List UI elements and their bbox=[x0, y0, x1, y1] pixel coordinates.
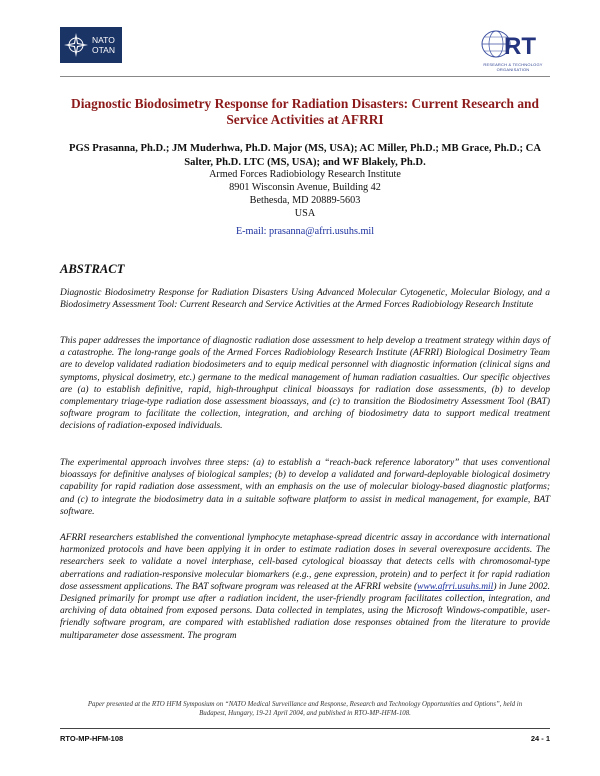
rto-caption: RESEARCH & TECHNOLOGY ORGANISATION bbox=[483, 62, 543, 72]
afrri-website-link[interactable]: www.afrri.usuhs.mil bbox=[417, 581, 494, 592]
abstract-paragraph-3: The experimental approach involves three steps: (a) to establish a “reach-back reference laboratory” that uses conventional bioassays for definitive analyses of biological samples; (b) to develop a validated and forward-deployable biological dosimetry capability for rapid radiation dose assessment, with an emphasis on the use of molecular biology-based diagnostic platforms; and (c) to integrate the biodosimetry data in a suitable software platform to assist in medical management, for example, BAT software. bbox=[60, 458, 550, 517]
nato-logo-text bbox=[92, 35, 115, 55]
rto-globe-icon bbox=[478, 27, 548, 61]
nato-logo bbox=[60, 27, 122, 63]
rto-logo-letters: RT bbox=[504, 33, 536, 60]
email-line bbox=[60, 226, 550, 237]
email-label: E-mail: bbox=[235, 226, 270, 237]
page-number: 24 - 1 bbox=[530, 734, 550, 743]
header-divider bbox=[60, 76, 550, 77]
country: USA bbox=[294, 208, 316, 219]
abstract-paragraph-2: This paper addresses the importance of diagnostic radiation dose assessment to help develop a treatment strategy within days of a catastrophe. The long-range goals of the Armed Forces Radiobiology Research Institute (AFRRI) Biological Dosimetry Team are to develop validated radiation biodosimeters and to equip medical personnel with diagnostic information (clinical signs and symptoms, physical dosimetry, etc.) germane to the medical management of human radiation casualties. Our specific objectives are (a) to establish definitive, rapid, high-throughput clinical bioassays for radiation dose assessments, (b) to develop complementary triage-type radiation dose assessment bioassays, and (c) to transition the Biodosimetry Assessment Tool (BAT) software program to facilitate the collection, integration, and arching of biodosimetry data to support medical treatment decisions of radiation-exposed individuals. bbox=[60, 336, 550, 432]
abstract-heading: ABSTRACT bbox=[60, 262, 125, 276]
nato-star-icon bbox=[63, 32, 89, 58]
otan-label: OTAN bbox=[92, 45, 115, 55]
city-address: Bethesda, MD 20889-5603 bbox=[249, 195, 361, 206]
street-address: 8901 Wisconsin Avenue, Building 42 bbox=[229, 182, 381, 193]
rto-logo bbox=[478, 27, 548, 72]
abstract-paragraph-4 bbox=[60, 532, 550, 642]
paper-title: Diagnostic Biodosimetry Response for Radiation Disasters: Current Research and Service Activities at AFRRI bbox=[71, 96, 539, 127]
author-list: PGS Prasanna, Ph.D.; JM Muderhwa, Ph.D. Major (MS, USA); AC Miller, Ph.D.; MB Grace, Ph.D.; CA Salter, Ph.D. LTC (MS, USA); and WF Blakely, Ph.D. bbox=[69, 143, 541, 168]
footer-divider bbox=[60, 728, 550, 729]
email-address[interactable]: prasanna@afrri.usuhs.mil bbox=[269, 226, 375, 237]
abstract-paragraph-1: Diagnostic Biodosimetry Response for Radiation Disasters Using Advanced Molecular Cytogenetic, Molecular Biology, and a Biodosimetry Assessment Tool: Current Research and Service Activities at the Armed Forces Radiobiology Research Institute bbox=[60, 288, 550, 311]
report-number: RTO-MP-HFM-108 bbox=[60, 734, 124, 743]
paragraph-4-text-end: ) in June 2002. Designed primarily for prompt use after a radiation incident, the user-friendly program facilitates collection, integration, and archiving of data obtained from exposed persons. Data collected in templates, using the Microsoft Windows-compatible, user-friendly software program, are compared with established radiation dose responses obtained from the literature to provide multiparameter dose assessment. The program bbox=[60, 581, 550, 641]
paragraph-4-text-start: AFRRI researchers established the conventional lymphocyte metaphase-spread dicentric assay in accordance with international harmonized protocols and have been applying it in order to estimate radiation doses in several overexposure accidents. The researchers seek to validate a novel interphase, cell-based cytological bioassay that detects cells with chromosomal-type aberrations and radiation-responsive molecular biomarkers (e.g., gene expression, protein) and to perfect it for rapid radiation dose assessment applications. The BAT software program was released at the AFRRI website ( bbox=[60, 533, 550, 592]
nato-label: NATO bbox=[92, 35, 115, 45]
institute-name: Armed Forces Radiobiology Research Institute bbox=[209, 169, 401, 180]
symposium-footnote: Paper presented at the RTO HFM Symposium on “NATO Medical Surveillance and Response, Research and Technology Opportunities and Options”, held in Budapest, Hungary, 19-21 April 2004, and published in RTO-MP-HFM-108. bbox=[87, 701, 523, 717]
